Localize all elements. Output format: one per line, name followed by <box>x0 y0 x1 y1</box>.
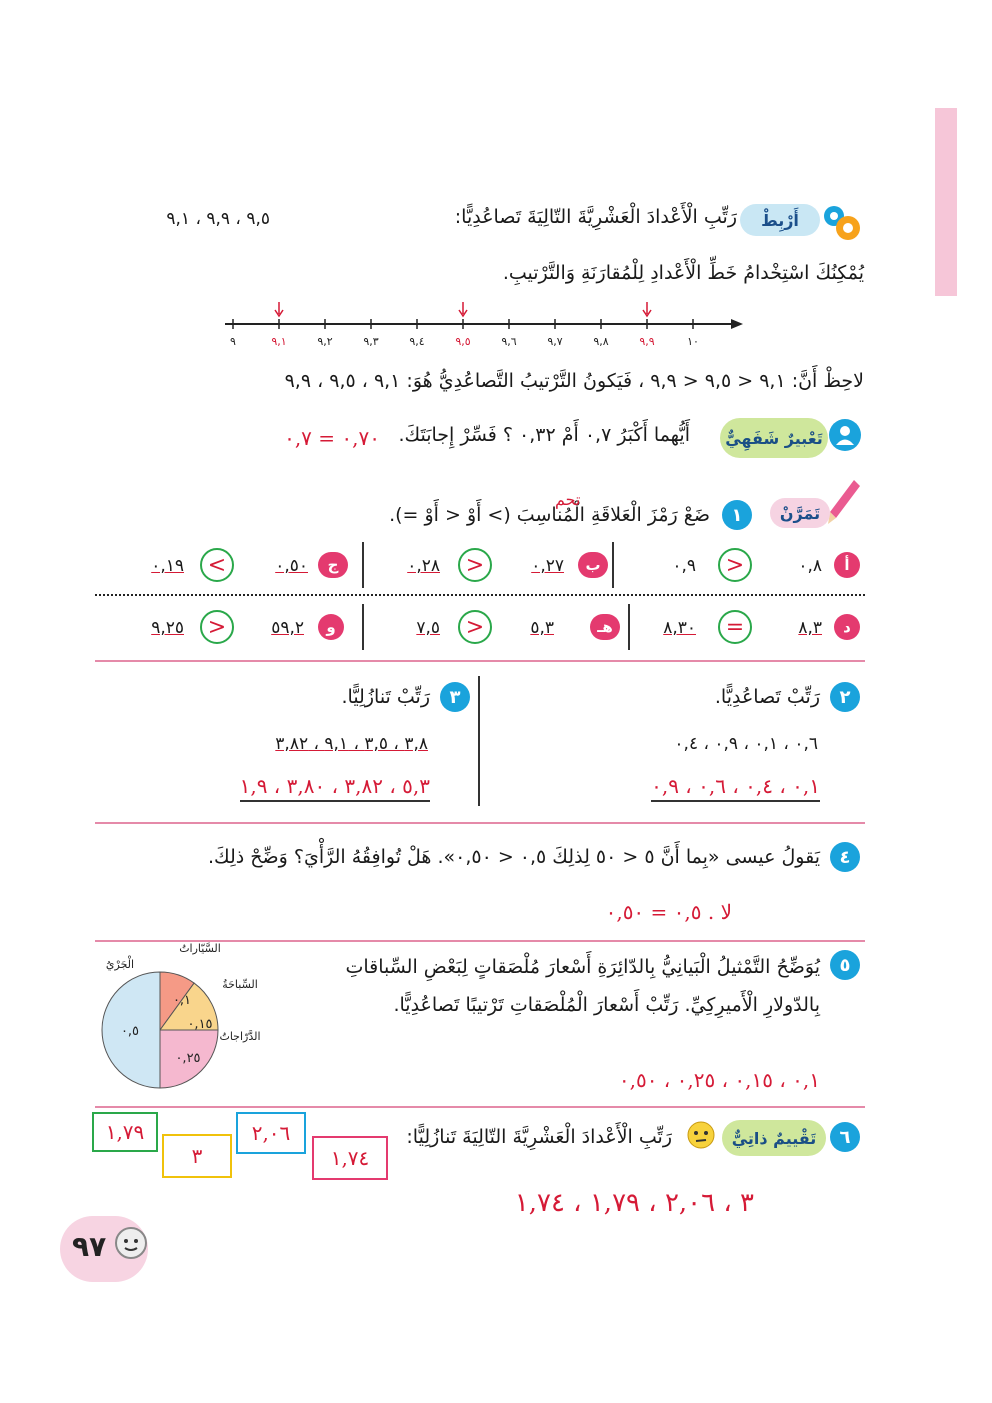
q2-numbers: ٠,٦ ، ٠,١ ، ٠,٩ ، ٠,٤ <box>674 734 818 754</box>
pencil-icon <box>826 478 862 528</box>
q6-text: رَتِّبِ الْأَعْدادَ الْعَشْرِيَّةَ التّالِيَةَ تَنازُلِيًّا: <box>406 1126 672 1148</box>
row1-b-right: ٠,٢٨ <box>407 556 440 576</box>
row1-c-left: ٠,٥٠ <box>275 556 308 576</box>
row2-d-letter: د <box>834 614 860 640</box>
row1-divider-2 <box>362 542 364 588</box>
number-line-tick-label: ٩,٢ <box>317 335 333 348</box>
row1-b-left: ٠,٢٧ <box>531 556 564 576</box>
user-icon <box>828 418 862 452</box>
gear-icon <box>818 200 862 244</box>
q6-box-2: ٣ <box>162 1134 232 1178</box>
section-divider-1 <box>95 660 865 662</box>
q4-text: يَقولُ عيسى «بِما أَنَّ ٥ < ٥٠ لِذلِكَ ٠,٥ < ٠,٥٠». هَلْ تُوافِقُهُ الرَّأْيَ؟ وَضِّحْ ذلِكَ. <box>207 846 820 868</box>
number-line-tick-label: ٩,١ <box>271 335 287 348</box>
pie-category-label: الْجَرْيُ <box>105 958 135 971</box>
row1-c-rel[interactable]: > <box>200 548 234 582</box>
row2-f-left: ٥٩,٢ <box>271 618 304 638</box>
pie-category-label: الدَّرّاجاتُ <box>219 1030 261 1043</box>
q3-numbers: ٣,٨ ، ٣,٥ ، ٩,١ ، ٣,٨٢ <box>275 734 428 754</box>
q6-badge: ٦ <box>830 1122 860 1152</box>
q4-badge: ٤ <box>830 842 860 872</box>
row1-divider-1 <box>612 542 614 588</box>
q2-badge: ٢ <box>830 682 860 712</box>
oral-question: أَيُّهما أَكْبَرُ ٠,٧ أَمْ ٠,٣٢ ؟ فَسِّرْ إِجابَتَكَ. <box>398 424 690 446</box>
connect-instruction: رَتِّبِ الْأَعْدادَ الْعَشْرِيَّةَ التّالِيَةَ تَصاعُدِيًّا: <box>454 206 737 228</box>
connect-numbers: ٩,٥ ، ٩,٩ ، ٩,١ <box>166 209 270 229</box>
q3-answer: ٥,٣ ، ٣,٨٢ ، ٣,٨٠ ، ١,٩ <box>240 774 430 802</box>
number-line-tick-label: ٩,٩ <box>639 335 655 348</box>
number-line-tick-label: ١٠ <box>687 335 699 348</box>
q6-handwritten: ٣ ، ٢,٠٦ ، ١,٧٩ ، ١,٧٤ <box>514 1188 754 1218</box>
section-divider-2 <box>95 822 865 824</box>
row1-b-rel[interactable]: < <box>458 548 492 582</box>
q2-answer: ٠,١ ، ٠,٤ ، ٠,٦ ، ٠,٩ <box>651 774 820 802</box>
number-line-tick-label: ٩,٤ <box>409 335 425 348</box>
row2-e-right: ٧,٥ <box>416 618 440 638</box>
row2-f-right: ٩,٢٥ <box>151 618 184 638</box>
number-line-tick-label: ٩,٨ <box>593 335 609 348</box>
q5-badge: ٥ <box>830 950 860 980</box>
pie-category-label: السِّباحَةُ <box>222 978 258 991</box>
q5-handwritten: ٠,١ ، ٠,١٥ ، ٠,٢٥ ، ٠,٥٠ <box>618 1068 820 1092</box>
row1-c-right: ٠,١٩ <box>151 556 184 576</box>
side-tab <box>935 108 957 296</box>
number-line <box>225 300 745 350</box>
row1-a-letter: أ <box>834 552 860 578</box>
oral-handwritten: ٠,٧٠ = ٠,٧ <box>284 426 380 450</box>
number-line-tick-label: ٩,٥ <box>455 335 471 348</box>
row2-divider-2 <box>362 604 364 650</box>
q5-text-line2: بِالدّولارِ الْأَميرِكِيِّ. رَتِّبْ أَسْعارَ الْمُلْصَقاتِ تَرْتيبًا تَصاعُدِيًّا. <box>393 994 820 1016</box>
number-line-tick-label: ٩,٣ <box>363 335 379 348</box>
thinking-face-icon <box>686 1120 716 1150</box>
q6-box-1: ١,٧٩ <box>92 1112 158 1152</box>
q1-correction-mark: تحم <box>555 490 581 509</box>
mascot-icon <box>114 1226 148 1260</box>
practice-label: تَمَرَّنْ <box>770 498 830 528</box>
row1-b-letter: ب <box>578 552 608 578</box>
q2-q3-divider <box>478 676 480 806</box>
row2-f-rel[interactable]: < <box>200 610 234 644</box>
connect-label: أَرْبِطْ <box>740 204 820 236</box>
number-line-tick-label: ٩ <box>230 335 236 348</box>
row2-e-left: ٥,٣ <box>530 618 554 638</box>
q2-title: رَتِّبْ تَصاعُدِيًّا. <box>714 686 820 708</box>
page-number: ٩٧ <box>72 1230 107 1263</box>
q1-text: ضَعْ رَمْزَ الْعَلاقَةِ الْمُناسِبَ (> أَوْ < أَوْ =). <box>389 504 710 526</box>
row-separator <box>95 594 865 596</box>
q6-box-3: ٢,٠٦ <box>236 1112 306 1154</box>
oral-label: تَعْبيرٌ شَفَهِيٌّ <box>720 418 828 458</box>
section-divider-4 <box>95 1106 865 1108</box>
q6-label: تَقْييمٌ ذاتِيٌّ <box>722 1120 826 1156</box>
row2-d-left: ٨,٣ <box>798 618 822 638</box>
number-line-marker-arrow <box>643 302 651 316</box>
pie-value-label: ٠,٢٥ <box>175 1051 201 1066</box>
connect-note: لاحِظْ أَنَّ: ٩,١ < ٩,٥ < ٩,٩ ، فَيَكونُ التَّرْتيبُ التَّصاعُدِيُّ هُوَ: ٩,١ ، ٩,٥ ، ٩,٩ <box>284 370 864 392</box>
pie-value-label: ٠,١ <box>172 993 192 1008</box>
row2-e-rel[interactable]: < <box>458 610 492 644</box>
q6-box-4: ١,٧٤ <box>312 1136 388 1180</box>
row2-d-rel[interactable]: = <box>718 610 752 644</box>
row1-a-rel[interactable]: < <box>718 548 752 582</box>
row1-a-left: ٠,٨ <box>798 556 822 576</box>
q4-handwritten: لا . ٠,٥ = ٠,٥٠ <box>605 900 732 924</box>
connect-hint: يُمْكِنُكَ اسْتِخْدامُ خَطِّ الْأَعْدادِ لِلْمُقارَنَةِ وَالتَّرْتيبِ. <box>502 262 864 284</box>
number-line-marker-arrow <box>459 302 467 316</box>
row1-c-letter: ج <box>318 552 348 578</box>
row1-a-right: ٠,٩ <box>672 556 696 576</box>
row2-divider-1 <box>628 604 630 650</box>
row2-f-letter: و <box>318 614 344 640</box>
pie-category-label: السَّيّاراتُ <box>179 942 221 955</box>
pie-value-label: ٠,١٥ <box>187 1017 213 1032</box>
pie-value-label: ٠,٥ <box>120 1024 140 1039</box>
number-line-tick-label: ٩,٧ <box>547 335 563 348</box>
q1-badge: ١ <box>722 500 752 530</box>
number-line-tick-label: ٩,٦ <box>501 335 517 348</box>
pie-chart <box>90 940 290 1100</box>
q3-badge: ٣ <box>440 682 470 712</box>
number-line-arrowhead <box>731 319 743 329</box>
number-line-marker-arrow <box>275 302 283 316</box>
q5-text-line1: يُوَضِّحُ التَّمْثيلُ الْبَيانِيُّ بِالدّائِرَةِ أَسْعارَ مُلْصَقاتٍ لِبَعْضِ السِّباقاتِ <box>345 956 820 978</box>
row2-d-right: ٨,٣٠ <box>663 618 696 638</box>
q3-title: رَتِّبْ تَنازُلِيًّا. <box>341 686 430 708</box>
row2-e-letter: هـ <box>590 614 620 640</box>
